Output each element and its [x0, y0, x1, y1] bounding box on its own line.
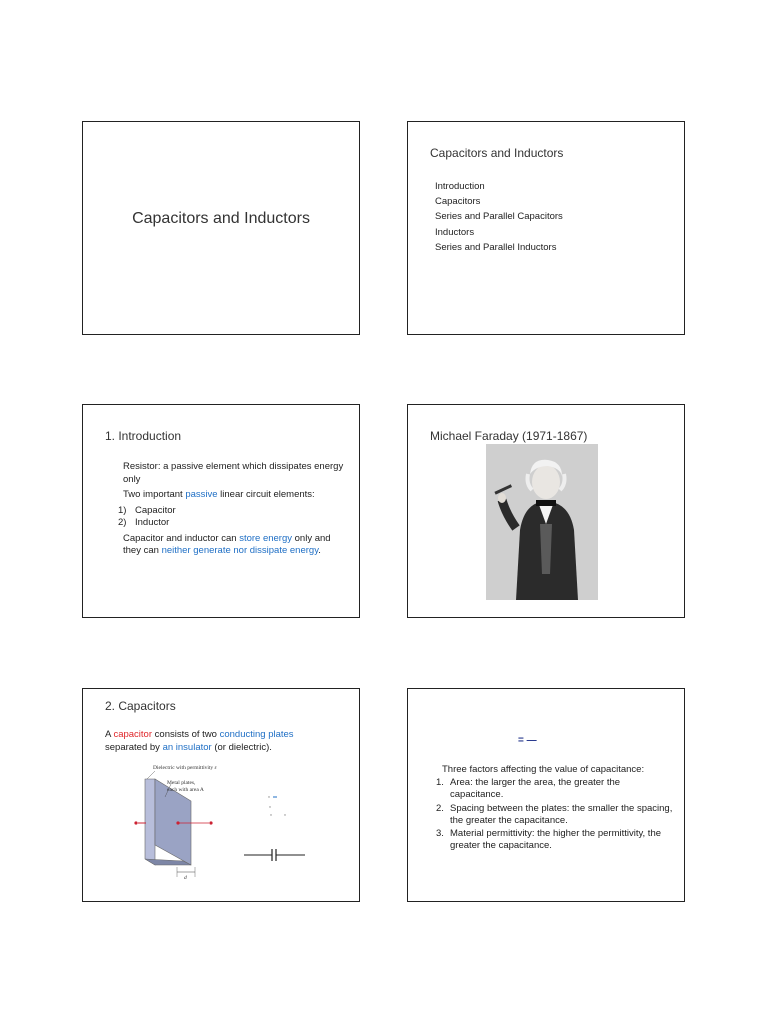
outline-item: Capacitors [435, 196, 481, 208]
paragraph [123, 533, 351, 558]
terminal-mid [176, 821, 179, 824]
text: linear circuit elements: [217, 489, 315, 500]
capacitor-plate-left [145, 779, 155, 865]
text: consists of two [152, 729, 220, 740]
slide-title: Capacitors and Inductors [132, 210, 310, 227]
terminal-right [209, 821, 212, 824]
list-text: Area: the larger the area, the greater the capacitance. [450, 777, 621, 801]
slide-title: Michael Faraday (1971-1867) [430, 429, 588, 443]
separation-label: d [184, 875, 187, 881]
slide-body [118, 461, 351, 561]
plates-label [167, 780, 204, 794]
outline-list [435, 179, 563, 255]
terminal-left [134, 821, 137, 824]
slide-title: Capacitors and Inductors [430, 146, 564, 160]
highlight-text: store energy [239, 532, 292, 544]
outline-item: Introduction [435, 181, 485, 192]
text: A [105, 729, 114, 740]
text: (or dielectric). [211, 741, 272, 753]
text: separated by [105, 741, 163, 753]
slide-5 [82, 688, 360, 902]
highlight-text: an insulator [162, 741, 212, 753]
callout-dielectric [147, 771, 155, 779]
slide-6 [407, 688, 685, 902]
text: Capacitor and inductor can [123, 532, 240, 544]
capacitance-formula: = — [518, 735, 537, 746]
list-number: 1. [436, 777, 444, 789]
list-text: Capacitor [135, 504, 176, 516]
plates-label-line: Metal plates, [167, 780, 196, 786]
list-item [436, 803, 676, 827]
slide-3 [82, 404, 360, 618]
highlight-text: neither generate nor dissipate energy [161, 545, 319, 556]
list-number: 1) [118, 504, 127, 516]
outline-item: Inductors [435, 226, 475, 238]
slide-1 [82, 121, 360, 335]
slide-title: 1. Introduction [105, 429, 182, 443]
list-item [118, 504, 351, 518]
dielectric-label: Dielectric with permittivity ε [153, 765, 217, 771]
list-item [436, 777, 676, 801]
list-text: Inductor [135, 517, 170, 528]
list-number: 2. [436, 802, 444, 814]
list-text: Material permittivity: the higher the permittivity, the greater the capacitance. [450, 828, 662, 852]
portrait-illustration [486, 444, 598, 600]
text: only and they can [123, 532, 331, 556]
list-text: Spacing between the plates: the smaller the spacing, the greater the capacitance. [450, 802, 673, 826]
slide-body [436, 764, 676, 853]
list-item [118, 517, 351, 530]
paragraph: Resistor: a passive element which dissipates energy only [123, 461, 344, 485]
list-number: 3. [436, 828, 444, 840]
element-list [118, 504, 351, 530]
slide-2 [407, 121, 685, 335]
outline-item: Series and Parallel Capacitors [435, 211, 563, 223]
text: Two important [123, 489, 186, 500]
slide-4 [407, 404, 685, 618]
text: . [318, 545, 321, 556]
list-number: 2) [118, 517, 127, 528]
intro-text: Three factors affecting the value of capacitance: [442, 764, 645, 775]
plates-label-line: each with area A [167, 787, 204, 793]
highlight-text: passive [185, 489, 218, 500]
highlight-text: conducting plates [219, 729, 294, 740]
portrait-photo [486, 444, 598, 600]
slide-title: 2. Capacitors [105, 699, 176, 713]
factor-list [436, 777, 676, 852]
outline-item: Series and Parallel Inductors [435, 241, 557, 253]
highlight-text: capacitor [113, 729, 153, 740]
capacitor-diagram [83, 689, 359, 901]
paragraph [123, 489, 351, 502]
list-item [436, 828, 676, 852]
